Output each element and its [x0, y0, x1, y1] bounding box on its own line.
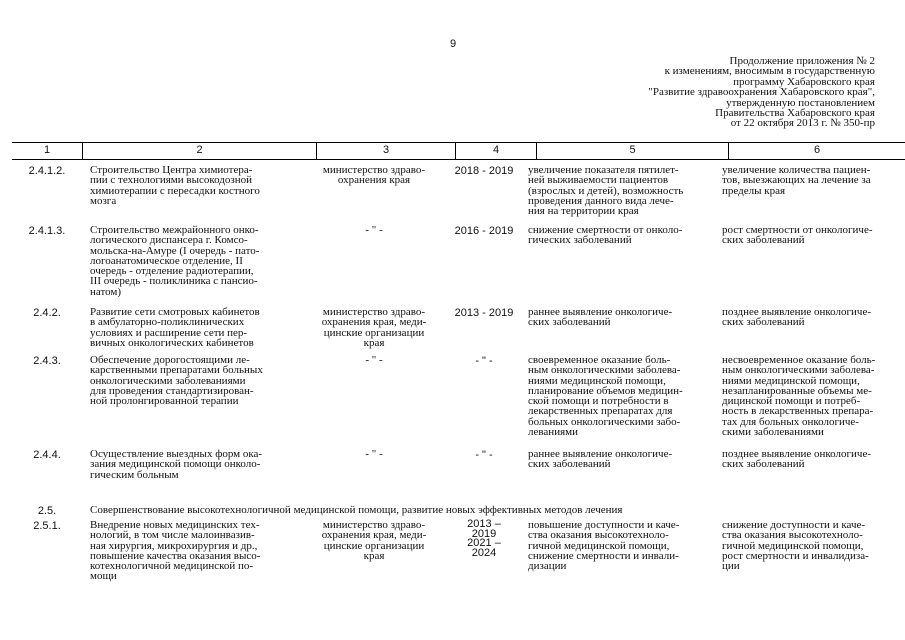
period	[446, 225, 522, 237]
page-number: 9	[449, 38, 457, 50]
text-line: гических заболеваний	[528, 234, 632, 247]
column-header: 2	[196, 144, 203, 156]
text-line: Осуществление выездных форм ока-	[90, 448, 263, 460]
text-line: ность в лекарственных препара-	[722, 405, 874, 418]
column-header: 1	[43, 144, 51, 156]
period	[446, 165, 522, 177]
text-line: охранения края, меди-	[321, 529, 427, 542]
text-line: края	[363, 549, 385, 562]
text-line: логоанатомическое отделение, II	[90, 254, 243, 267]
consequence	[722, 449, 905, 470]
row-number: 2.4.1.3.	[28, 225, 66, 237]
text-line: тах для больных онкологиче-	[722, 415, 859, 428]
measure-name	[90, 449, 298, 480]
text-line: ниями медицинской помощи,	[722, 374, 860, 387]
column-header: 5	[629, 144, 636, 156]
appendix-line: утвержденную постановлением	[726, 96, 875, 109]
column-header: 6	[813, 144, 821, 156]
expected-result	[528, 225, 712, 246]
period	[446, 520, 522, 558]
text-line: больных онкологическими забо-	[528, 415, 681, 428]
text-line: охранения края	[337, 174, 411, 187]
measure-name	[90, 307, 298, 348]
executor	[306, 520, 442, 561]
period	[446, 355, 522, 367]
text-line: ских заболеваний	[528, 458, 611, 471]
text-line: гичной медицинской помощи,	[722, 539, 864, 552]
text-line: гичной медицинской помощи,	[528, 539, 670, 552]
text-line: министерство здраво-	[322, 306, 426, 318]
text-line: 2018 - 2019	[454, 165, 514, 177]
text-line: позднее выявление онкологиче-	[722, 448, 871, 460]
text-line: зания медицинской помощи онколо-	[90, 458, 261, 471]
text-line: карственными препаратами больных	[90, 364, 263, 377]
text-line: планирование объемов медицин-	[528, 384, 683, 397]
text-line: скими заболеваниями	[722, 426, 824, 439]
consequence	[722, 225, 905, 246]
text-line: рост смертности от онкологиче-	[722, 224, 873, 236]
table-header	[12, 142, 905, 160]
expected-result	[528, 520, 712, 571]
text-line: цинские организации	[323, 539, 425, 552]
text-line: 2024	[471, 546, 497, 559]
period	[446, 307, 522, 319]
text-line: 2019	[471, 527, 497, 540]
text-line: ней выживаемости пациентов	[528, 174, 669, 187]
text-line: повышение качества оказания высо-	[90, 549, 261, 562]
text-line: края	[363, 336, 385, 349]
text-line: ства оказания высокотехноло-	[722, 529, 863, 542]
row-number: 2.4.4.	[33, 449, 61, 461]
column-header: 3	[382, 144, 390, 156]
text-line: Строительство межрайонного онко-	[90, 224, 259, 236]
row-number: 2.4.3.	[33, 355, 61, 367]
text-line: химиотерапии с пересадки костного	[90, 184, 260, 197]
text-line: мозга	[90, 194, 117, 207]
text-line: снижение смертности от онколо-	[528, 224, 683, 236]
text-line: снижение смертности и инвали-	[528, 549, 679, 562]
text-line: незапланированные объемы ме-	[722, 384, 872, 397]
expected-result	[528, 165, 712, 216]
expected-result	[528, 307, 712, 328]
text-line: 2021 –	[467, 537, 501, 550]
text-line: 2016 - 2019	[454, 225, 514, 237]
consequence	[722, 520, 905, 571]
text-line: пределы края	[722, 184, 786, 197]
text-line: мольска-на-Амуре (I очередь - пато-	[90, 244, 260, 257]
text-line: ным онкологическими заболева-	[528, 364, 681, 377]
text-line: вичных онкологических кабинетов	[90, 336, 254, 349]
text-line: ная хирургия, микрохирургия и др.,	[90, 539, 258, 552]
text-line: министерство здраво-	[322, 519, 426, 531]
text-line: цинские организации	[323, 326, 425, 339]
text-line: ной пролонгированной терапии	[90, 395, 239, 408]
text-line: раннее выявление онкологиче-	[528, 306, 673, 318]
text-line: позднее выявление онкологиче-	[722, 306, 871, 318]
column-header: 4	[492, 144, 500, 156]
text-line: - " -	[475, 355, 493, 367]
executor	[306, 307, 442, 348]
measure-name	[90, 520, 298, 582]
consequence	[722, 355, 905, 437]
text-line: натом)	[90, 285, 122, 298]
text-line: Внедрение новых медицинских тех-	[90, 519, 260, 531]
text-line: проведения данного вида лече-	[528, 194, 674, 207]
text-line: леваниями	[528, 426, 578, 439]
text-line: дицинской помощи и потреб-	[722, 395, 861, 408]
text-line: ции	[722, 560, 740, 573]
appendix-line: от 22 октября 2013 г. № 350-пр	[730, 117, 875, 130]
text-line: ских заболеваний	[722, 234, 805, 247]
text-line: охранения края, меди-	[321, 316, 427, 329]
expected-result	[528, 449, 712, 470]
text-line: - " -	[365, 224, 383, 236]
text-line: министерство здраво-	[322, 164, 426, 176]
text-line: ния на территории края	[528, 205, 639, 218]
text-line: ских заболеваний	[528, 316, 611, 329]
text-line: снижение доступности и каче-	[722, 519, 866, 531]
text-line: (взрослых и детей), возможность	[528, 184, 684, 197]
text-line: - " -	[365, 354, 383, 366]
text-line: ства оказания высокотехноло-	[528, 529, 669, 542]
text-line: увеличение показателя пятилет-	[528, 164, 679, 176]
text-line: - " -	[365, 448, 383, 460]
text-line: увеличение количества пациен-	[722, 164, 871, 176]
text-line: III очередь - поликлиника с пансио-	[90, 275, 258, 288]
text-line: онкологическими заболеваниями	[90, 374, 246, 387]
text-line: раннее выявление онкологиче-	[528, 448, 673, 460]
row-number: 2.4.2.	[33, 307, 61, 319]
text-line: несвоевременное оказание боль-	[722, 354, 876, 366]
consequence	[722, 165, 905, 196]
text-line: логического диспансера г. Комсо-	[90, 234, 248, 247]
text-line: ских заболеваний	[722, 316, 805, 329]
text-line: 2013 - 2019	[454, 307, 514, 319]
text-line: ских заболеваний	[722, 458, 805, 471]
appendix-line: к изменениям, вносимым в государственную	[664, 65, 875, 78]
period	[446, 449, 522, 461]
text-line: в амбулаторно-поликлинических	[90, 316, 245, 329]
text-line: рост смертности и инвалидиза-	[722, 549, 869, 562]
measure-name	[90, 355, 298, 406]
appendix-header	[545, 56, 875, 129]
row-number: 2.5.1.	[33, 520, 61, 532]
row-number: 2.5.	[37, 505, 57, 517]
executor	[306, 355, 442, 365]
text-line: тов, выезжающих на лечение за	[722, 174, 871, 187]
text-line: условиях и расширение сети пер-	[90, 326, 248, 339]
text-line: ным онкологическими заболева-	[722, 364, 875, 377]
executor	[306, 449, 442, 459]
expected-result	[528, 355, 712, 437]
section-title: Совершенствование высокотехнологичной медицинской помощи, развитие новых эффективных методов лечения	[90, 504, 623, 516]
text-line: пии с технологиями высокодозной	[90, 174, 253, 187]
measure-name	[90, 165, 298, 206]
text-line: нологий, в том числе малоинвазив-	[90, 529, 255, 542]
measure-name	[90, 225, 298, 297]
text-line: 2013 –	[467, 518, 501, 530]
text-line: - " -	[475, 449, 493, 461]
appendix-line: "Развитие здравоохранения Хабаровского края",	[648, 86, 875, 99]
text-line: очередь - отделение радиотерапии,	[90, 265, 254, 278]
text-line: Развитие сети смотровых кабинетов	[90, 306, 260, 318]
executor	[306, 165, 442, 186]
text-line: лекарственных препаратах для	[528, 405, 673, 418]
text-line: котехнологичной медицинской по-	[90, 560, 254, 573]
consequence	[722, 307, 905, 328]
executor	[306, 225, 442, 235]
text-line: своевременное оказание боль-	[528, 354, 671, 366]
appendix-line: Правительства Хабаровского края	[715, 107, 875, 120]
text-line: для проведения стандартизирован-	[90, 384, 254, 397]
appendix-line: Продолжение приложения № 2	[729, 55, 875, 67]
text-line: Обеспечение дорогостоящими ле-	[90, 354, 250, 366]
appendix-line: программу Хабаровского края	[733, 75, 875, 88]
text-line: ской помощи и потребности в	[528, 395, 669, 408]
text-line: гическим больным	[90, 468, 179, 481]
text-line: дизации	[528, 560, 567, 573]
text-line: мощи	[90, 570, 117, 583]
text-line: ниями медицинской помощи,	[528, 374, 666, 387]
row-number: 2.4.1.2.	[28, 165, 66, 177]
text-line: повышение доступности и каче-	[528, 519, 680, 531]
text-line: Строительство Центра химиотера-	[90, 164, 253, 176]
